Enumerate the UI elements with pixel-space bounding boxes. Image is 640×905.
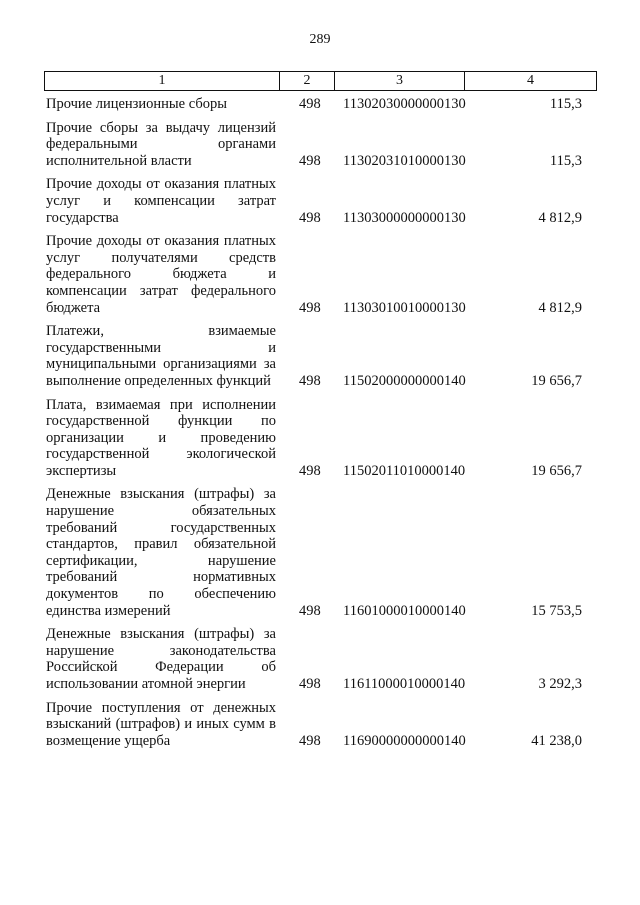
- row-admin-code: 498: [299, 676, 321, 692]
- row-amount: 3 292,3: [538, 676, 582, 692]
- row-admin-code: 498: [299, 602, 321, 619]
- row-amount: 115,3: [549, 152, 582, 169]
- row-admin-code: 498: [299, 152, 321, 169]
- column-header-2: 2: [280, 72, 335, 90]
- row-name: Денежные взыскания (штрафы) за нарушение обязательных требований государственных стандартов, правил обязательной сертификации, нарушение требований нормативных документов по обеспечению единства измерений: [46, 486, 276, 619]
- table-column-header: [44, 71, 597, 91]
- row-budget-code: 11303010010000130: [343, 299, 466, 316]
- row-budget-code: 11690000000000140: [343, 732, 466, 749]
- row-amount: 19 656,7: [531, 462, 582, 479]
- row-admin-code: 498: [299, 462, 321, 479]
- column-header-3: 3: [335, 72, 465, 90]
- row-budget-code: 11611000010000140: [343, 676, 466, 692]
- table-body: [46, 96, 586, 756]
- row-admin-code: 498: [299, 299, 321, 316]
- table-row: [46, 176, 586, 226]
- row-admin-code: 498: [299, 372, 321, 389]
- column-header-1: 1: [45, 72, 280, 90]
- row-amount: 4 812,9: [538, 209, 582, 226]
- row-name: Прочие сборы за выдачу лицензий федеральными органами исполнительной власти: [46, 119, 276, 169]
- row-admin-code: 498: [299, 209, 321, 226]
- table-row: [46, 397, 586, 480]
- table-row: [46, 96, 586, 113]
- row-name: Прочие доходы от оказания платных услуг и компенсации затрат государства: [46, 176, 276, 226]
- row-admin-code: 498: [299, 732, 321, 749]
- row-budget-code: 11502000000000140: [343, 372, 466, 389]
- row-name: Денежные взыскания (штрафы) за нарушение законодательства Российской Федерации об использовании атомной энергии: [46, 626, 276, 692]
- row-budget-code: 11502011010000140: [343, 462, 466, 479]
- row-budget-code: 11302030000000130: [343, 96, 466, 112]
- row-budget-code: 11302031010000130: [343, 152, 466, 169]
- row-name: Прочие доходы от оказания платных услуг получателями средств федерального бюджета и компенсации затрат федерального бюджета: [46, 233, 276, 316]
- table-row: [46, 120, 586, 170]
- row-amount: 15 753,5: [531, 602, 582, 619]
- column-header-4: 4: [527, 73, 534, 88]
- table-row: [46, 626, 586, 692]
- row-budget-code: 11303000000000130: [343, 209, 466, 226]
- row-name: Плата, взимаемая при исполнении государственной функции по организации и проведению государственной экологической экспертизы: [46, 396, 276, 479]
- table-row: [46, 486, 586, 619]
- row-amount: 19 656,7: [531, 372, 582, 389]
- row-name: Прочие поступления от денежных взысканий (штрафов) и иных сумм в возмещение ущерба: [46, 699, 276, 749]
- row-name: Платежи, взимаемые государственными и муниципальными организациями за выполнение определенных функций: [46, 323, 276, 389]
- row-amount: 115,3: [549, 96, 582, 112]
- row-amount: 41 238,0: [531, 732, 582, 749]
- row-name: Прочие лицензионные сборы: [46, 96, 227, 112]
- row-amount: 4 812,9: [538, 299, 582, 316]
- row-budget-code: 11601000010000140: [343, 602, 466, 619]
- table-row: [46, 323, 586, 389]
- page-number: 289: [309, 32, 331, 47]
- table-row: [46, 700, 586, 750]
- table-row: [46, 233, 586, 316]
- row-admin-code: 498: [299, 96, 321, 112]
